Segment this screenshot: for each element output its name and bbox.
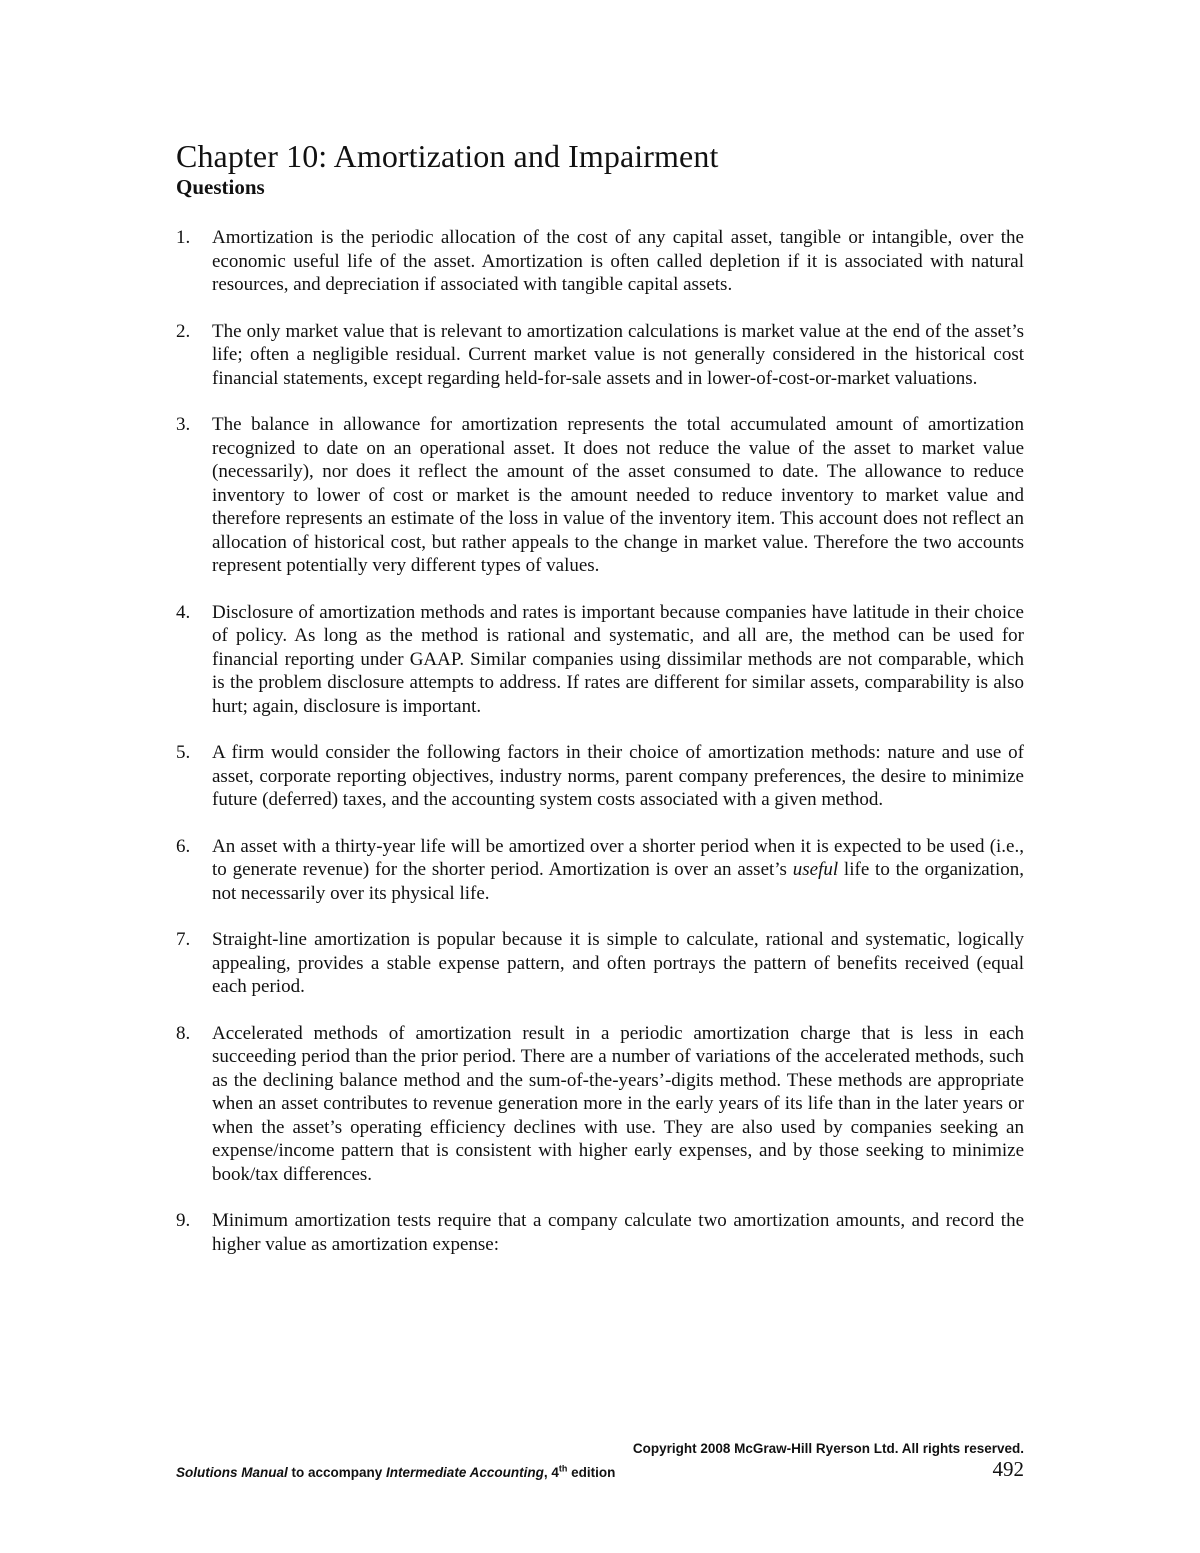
manual-title: Solutions Manual [176, 1465, 288, 1480]
book-title: Intermediate Accounting [386, 1465, 544, 1480]
page-footer [176, 1440, 1024, 1482]
page-number: 492 [992, 1457, 1024, 1481]
document-page [176, 138, 1024, 1279]
question-number: 3. [176, 414, 191, 435]
question-number: 8. [176, 1022, 191, 1044]
question-text-part: An asset with a thirty-year life will be amortized over a shorter period when it is expected to be used (i.e., to generate revenue) for the shorter period. Amortization is over an asset’s [212, 835, 1024, 880]
question-text [212, 835, 1024, 906]
question-text-part: life to the organization, not necessarily over its physical life. [212, 859, 1024, 904]
question-item [176, 928, 1024, 999]
edition-suffix: th [558, 1463, 568, 1474]
question-text: A firm would consider the following factors in their choice of amortization methods: nature and use of asset, corporate reporting objectives, industry norms, parent company preferences, the desire to minimize future (deferred) taxes, and the accounting system costs associated with a given method. [212, 742, 1024, 810]
question-item [176, 413, 1024, 578]
question-number: 6. [176, 835, 191, 857]
question-number: 9. [176, 1210, 191, 1231]
question-item [176, 741, 1024, 812]
question-number: 4. [176, 601, 191, 623]
question-item [176, 320, 1024, 391]
question-text: Accelerated methods of amortization result in a periodic amortization charge that is less in each succeeding period than the prior period. There are a number of variations of the accelerated methods, such as the declining balance method and the sum-of-the-years’-digits method. These methods are appropriate when an asset contributes to revenue generation more in the early years of its life than in the later years or when the asset’s operating efficiency declines with use. They are also used by companies seeking an expense/income pattern that is consistent with higher early expenses, and by those seeking to minimize book/tax differences. [212, 1022, 1024, 1185]
question-text: Straight-line amortization is popular because it is simple to calculate, rational and systematic, logically appealing, provides a stable expense pattern, and often portrays the pattern of benefits received (equal each period. [212, 929, 1024, 997]
question-item [176, 1209, 1024, 1256]
question-number: 5. [176, 742, 191, 763]
section-heading: Questions [176, 175, 265, 199]
question-number: 1. [176, 227, 191, 248]
question-text: Amortization is the periodic allocation of the cost of any capital asset, tangible or intangible, over the economic useful life of the asset. Amortization is often called depletion if it is associated with natural resources, and depreciation if associated with tangible capital assets. [212, 227, 1024, 295]
question-number: 7. [176, 929, 191, 950]
question-number: 2. [176, 320, 191, 342]
chapter-title: Chapter 10: Amortization and Impairment [176, 138, 719, 174]
question-text: Minimum amortization tests require that a company calculate two amortization amounts, and record the higher value as amortization expense: [212, 1210, 1024, 1255]
edition-word: edition [567, 1465, 616, 1480]
emphasized-word: useful [792, 859, 839, 880]
question-item [176, 835, 1024, 906]
question-text: Disclosure of amortization methods and rates is important because companies have latitude in their choice of policy. As long as the method is rational and systematic, and all are, the method can be used for financial reporting under GAAP. Similar companies using dissimilar methods are not comparable, which is the problem disclosure attempts to address. If rates are different for similar assets, comparability is also hurt; again, disclosure is important. [212, 601, 1024, 717]
copyright-notice: Copyright 2008 McGraw-Hill Ryerson Ltd. All rights reserved. [632, 1441, 1024, 1456]
question-text: The balance in allowance for amortization represents the total accumulated amount of amortization recognized to date on an operational asset. It does not reduce the value of the asset to market value (necessarily), nor does it reflect the amount of the asset consumed to date. The allowance to reduce inventory to lower of cost or market is the amount needed to reduce inventory to market value and therefore represents an estimate of the loss in value of the inventory item. This account does not reflect an allocation of historical cost, but rather appeals to the change in market value. Therefore the two accounts represent potentially very different types of values. [212, 414, 1024, 576]
question-item [176, 1022, 1024, 1187]
manual-reference [176, 1465, 615, 1480]
footer-line [176, 1458, 1024, 1482]
question-item [176, 601, 1024, 719]
question-text: The only market value that is relevant to amortization calculations is market value at the end of the asset’s life; often a negligible residual. Current market value is not generally considered in the historical cost financial statements, except regarding held-for-sale assets and in lower-of-cost-or-market valuations. [212, 320, 1024, 389]
questions-list [176, 226, 1024, 1256]
edition-number: , 4 [543, 1465, 559, 1480]
question-item [176, 226, 1024, 297]
manual-connector: to accompany [287, 1465, 387, 1480]
